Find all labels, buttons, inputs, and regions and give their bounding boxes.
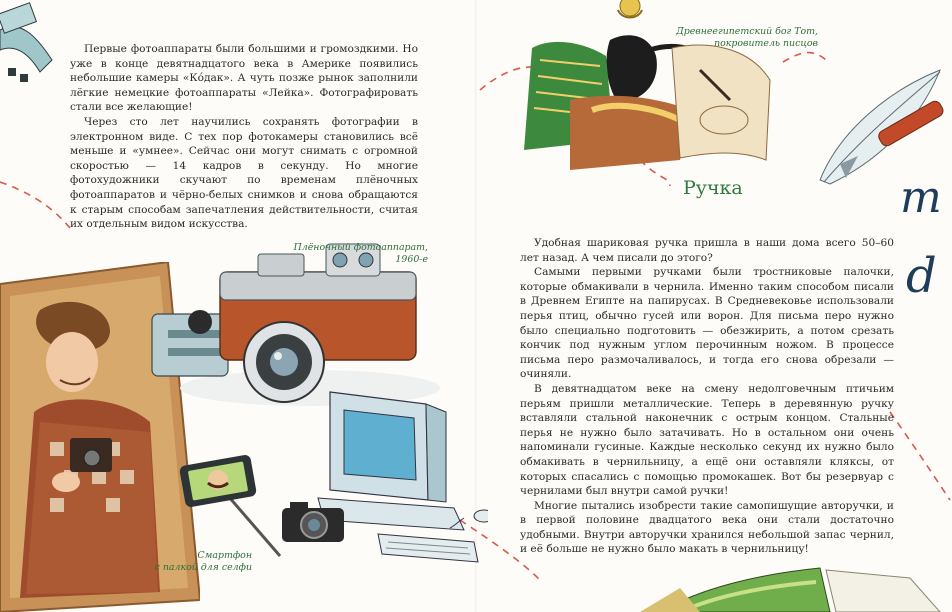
selfie-stick-phone-illustration bbox=[176, 452, 286, 562]
paragraph: Первые фотоаппараты были большими и громоздкими. Но уже в конце девятнадцатого века в Америке появились небольшие камеры «Ко́дак». А чуть позже рынок заполнили лёгкие немецкие фотоаппараты «Лейка». Фотографировать стали все желающие! bbox=[70, 43, 418, 114]
caption-line: с палкой для селфи bbox=[154, 562, 252, 573]
book-gutter bbox=[475, 0, 477, 612]
digital-camera-illustration bbox=[280, 498, 350, 548]
paragraph: Через сто лет научились сохранять фотографии в электронном виде. С тех пор фотокамеры становились всё меньше и «умнее». Сейчас они могут снимать с огромной скоростью — 14 кадров в секунду. Но многие фотохудожники скучают по временам плёночных фотоаппаратов и чёрно-белых снимков и снова обращаются к старым способам запечатления действительности, считая их отдельным видом искусства. bbox=[70, 115, 418, 231]
camera-caption bbox=[268, 242, 428, 266]
film-strip-illustration bbox=[0, 0, 60, 90]
paragraph: В девятнадцатом веке на смену недолговечным птичьим перьям пришли металлические. Теперь в деревянную ручку вставляли стальной наконечник с острым концом. Стальные перья не нужно было затачивать. Но в остальном они очень напоминали гусиные. Каждые несколько секунд их нужно было обмакивать в чернильницу, а ещё они оставляли кляксы, от которых спасались с помощью промокашек. Вот бы резервуар с чернилами был внутри самой ручки! bbox=[520, 382, 894, 498]
retro-computer-illustration bbox=[278, 382, 488, 582]
caption-line: Древнеегипетский бог Тот, bbox=[676, 26, 818, 37]
fountain-pen-illustration bbox=[640, 548, 952, 612]
left-page-text bbox=[70, 42, 418, 232]
calligraphy-letters-decoration bbox=[892, 160, 952, 310]
paragraph: Многие пытались изобрести такие самопишущие авторучки, и в первой половине двадцатого века они стали достаточно удобными. Внутри авторучки хранился небольшой запас чернил, и её больше не нужно было макать в чернильницу! bbox=[520, 499, 894, 556]
caption-line: Смартфон bbox=[197, 550, 252, 561]
caption-line: 1960-е bbox=[395, 254, 428, 265]
selfie-caption bbox=[120, 550, 252, 574]
thoth-caption bbox=[640, 26, 818, 50]
caption-line: покровитель писцов bbox=[714, 38, 818, 49]
right-page-text bbox=[520, 236, 894, 557]
paragraph: Удобная шариковая ручка пришла в наши дома всего 50–60 лет назад. А чем писали до этого? bbox=[520, 237, 894, 264]
paragraph: Самыми первыми ручками были тростниковые палочки, которые обмакивали в чернила. Именно таким способом писали в Древнем Египте на папирусах. В Средневековье использовали перья птиц, обычно гусей или ворон. Для письма перо нужно было специально подготовить — обезжирить, а потом срезать кончик под нужным углом перочинным ножом. В процессе письма перо размочаливалось, и тогда его снова обрезали — очиняли. bbox=[520, 266, 894, 381]
letter-m: m bbox=[900, 172, 942, 223]
caption-line: Плёночный фотоаппарат, bbox=[293, 242, 428, 253]
letter-d: d bbox=[906, 248, 937, 304]
section-heading: Ручка bbox=[683, 177, 743, 199]
